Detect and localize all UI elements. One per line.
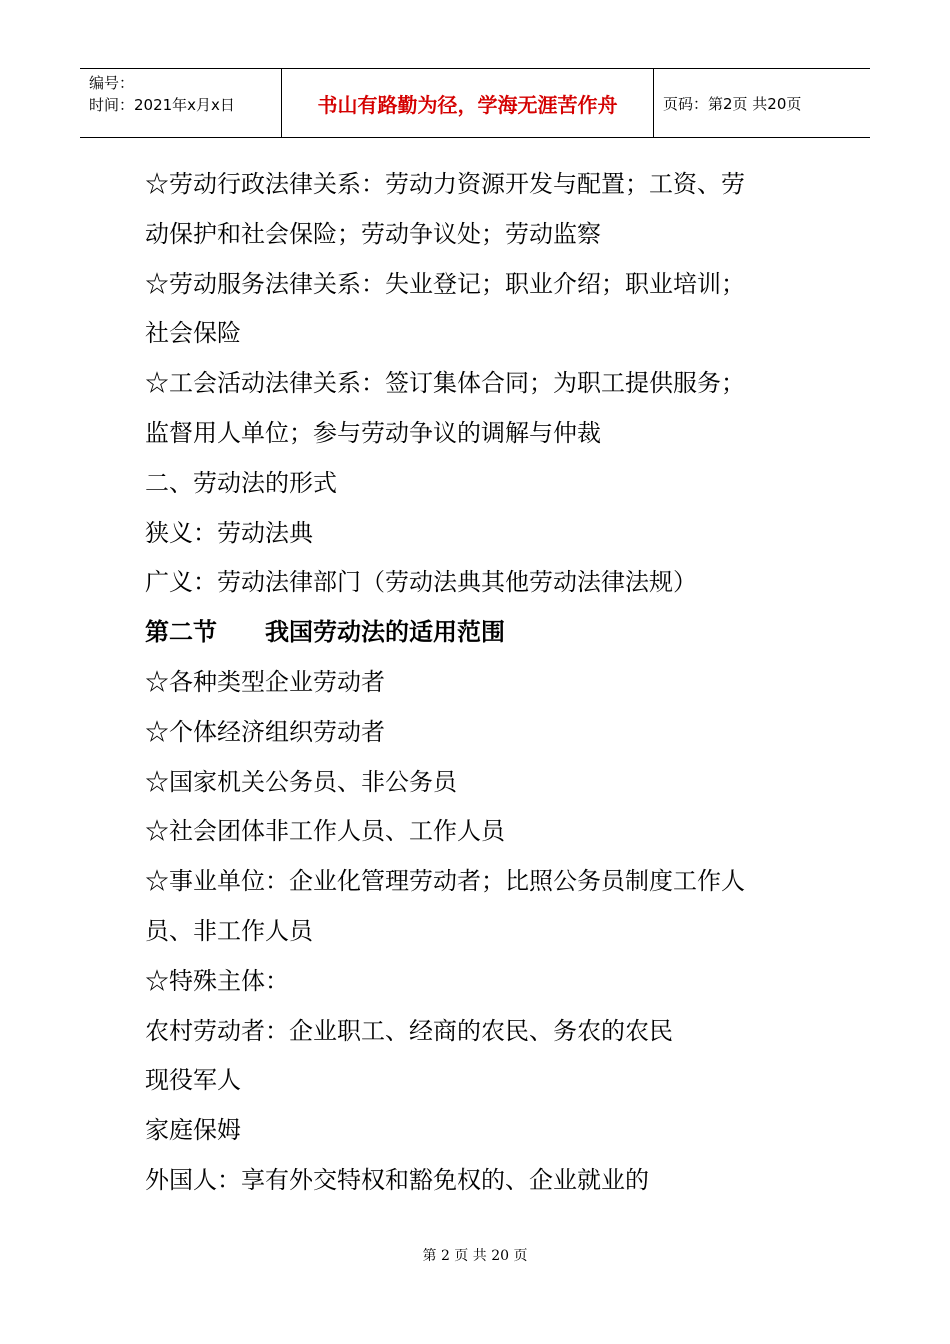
text-line: ☆工会活动法律关系：签订集体合同；为职工提供服务；	[145, 369, 745, 398]
text-line: 动保护和社会保险；劳动争议处；劳动监察	[145, 219, 601, 248]
document-body	[145, 160, 825, 1206]
page-footer: 第 2 页 共 20 页	[422, 1248, 528, 1264]
text-line: ☆特殊主体：	[145, 966, 289, 995]
text-line: 现役军人	[145, 1066, 241, 1095]
text-line: 社会保险	[145, 319, 241, 348]
text-line: ☆事业单位：企业化管理劳动者；比照公务员制度工作人	[145, 867, 745, 896]
text-line: 农村劳动者：企业职工、经商的农民、务农的农民	[145, 1016, 673, 1045]
text-line: 外国人：享有外交特权和豁免权的、企业就业的	[145, 1165, 649, 1194]
time-label: 时间：2021年x月x日	[89, 96, 235, 114]
text-line: 监督用人单位；参与劳动争议的调解与仲裁	[145, 418, 601, 447]
text-line: 广义：劳动法律部门（劳动法典其他劳动法律法规）	[145, 568, 697, 597]
header-page-info: 页码：第2页 共20页	[663, 94, 802, 113]
text-line: ☆个体经济组织劳动者	[145, 717, 385, 746]
text-line: 狭义：劳动法典	[145, 518, 313, 547]
header-motto: 书山有路勤为径，学海无涯苦作舟	[282, 69, 654, 137]
number-label: 编号：	[89, 74, 135, 92]
text-line: ☆社会团体非工作人员、工作人员	[145, 817, 505, 846]
text-line: ☆劳动服务法律关系：失业登记；职业介绍；职业培训；	[145, 269, 745, 298]
header-meta	[80, 69, 282, 137]
section-heading: 第二节 我国劳动法的适用范围	[145, 618, 505, 647]
text-line: ☆各种类型企业劳动者	[145, 667, 385, 696]
text-line: ☆国家机关公务员、非公务员	[145, 767, 457, 796]
text-line: ☆劳动行政法律关系：劳动力资源开发与配置；工资、劳	[145, 170, 745, 198]
text-line: 二、劳动法的形式	[145, 468, 337, 497]
page-header	[80, 68, 870, 138]
text-line: 家庭保姆	[145, 1116, 241, 1145]
text-line: 员、非工作人员	[145, 916, 313, 945]
